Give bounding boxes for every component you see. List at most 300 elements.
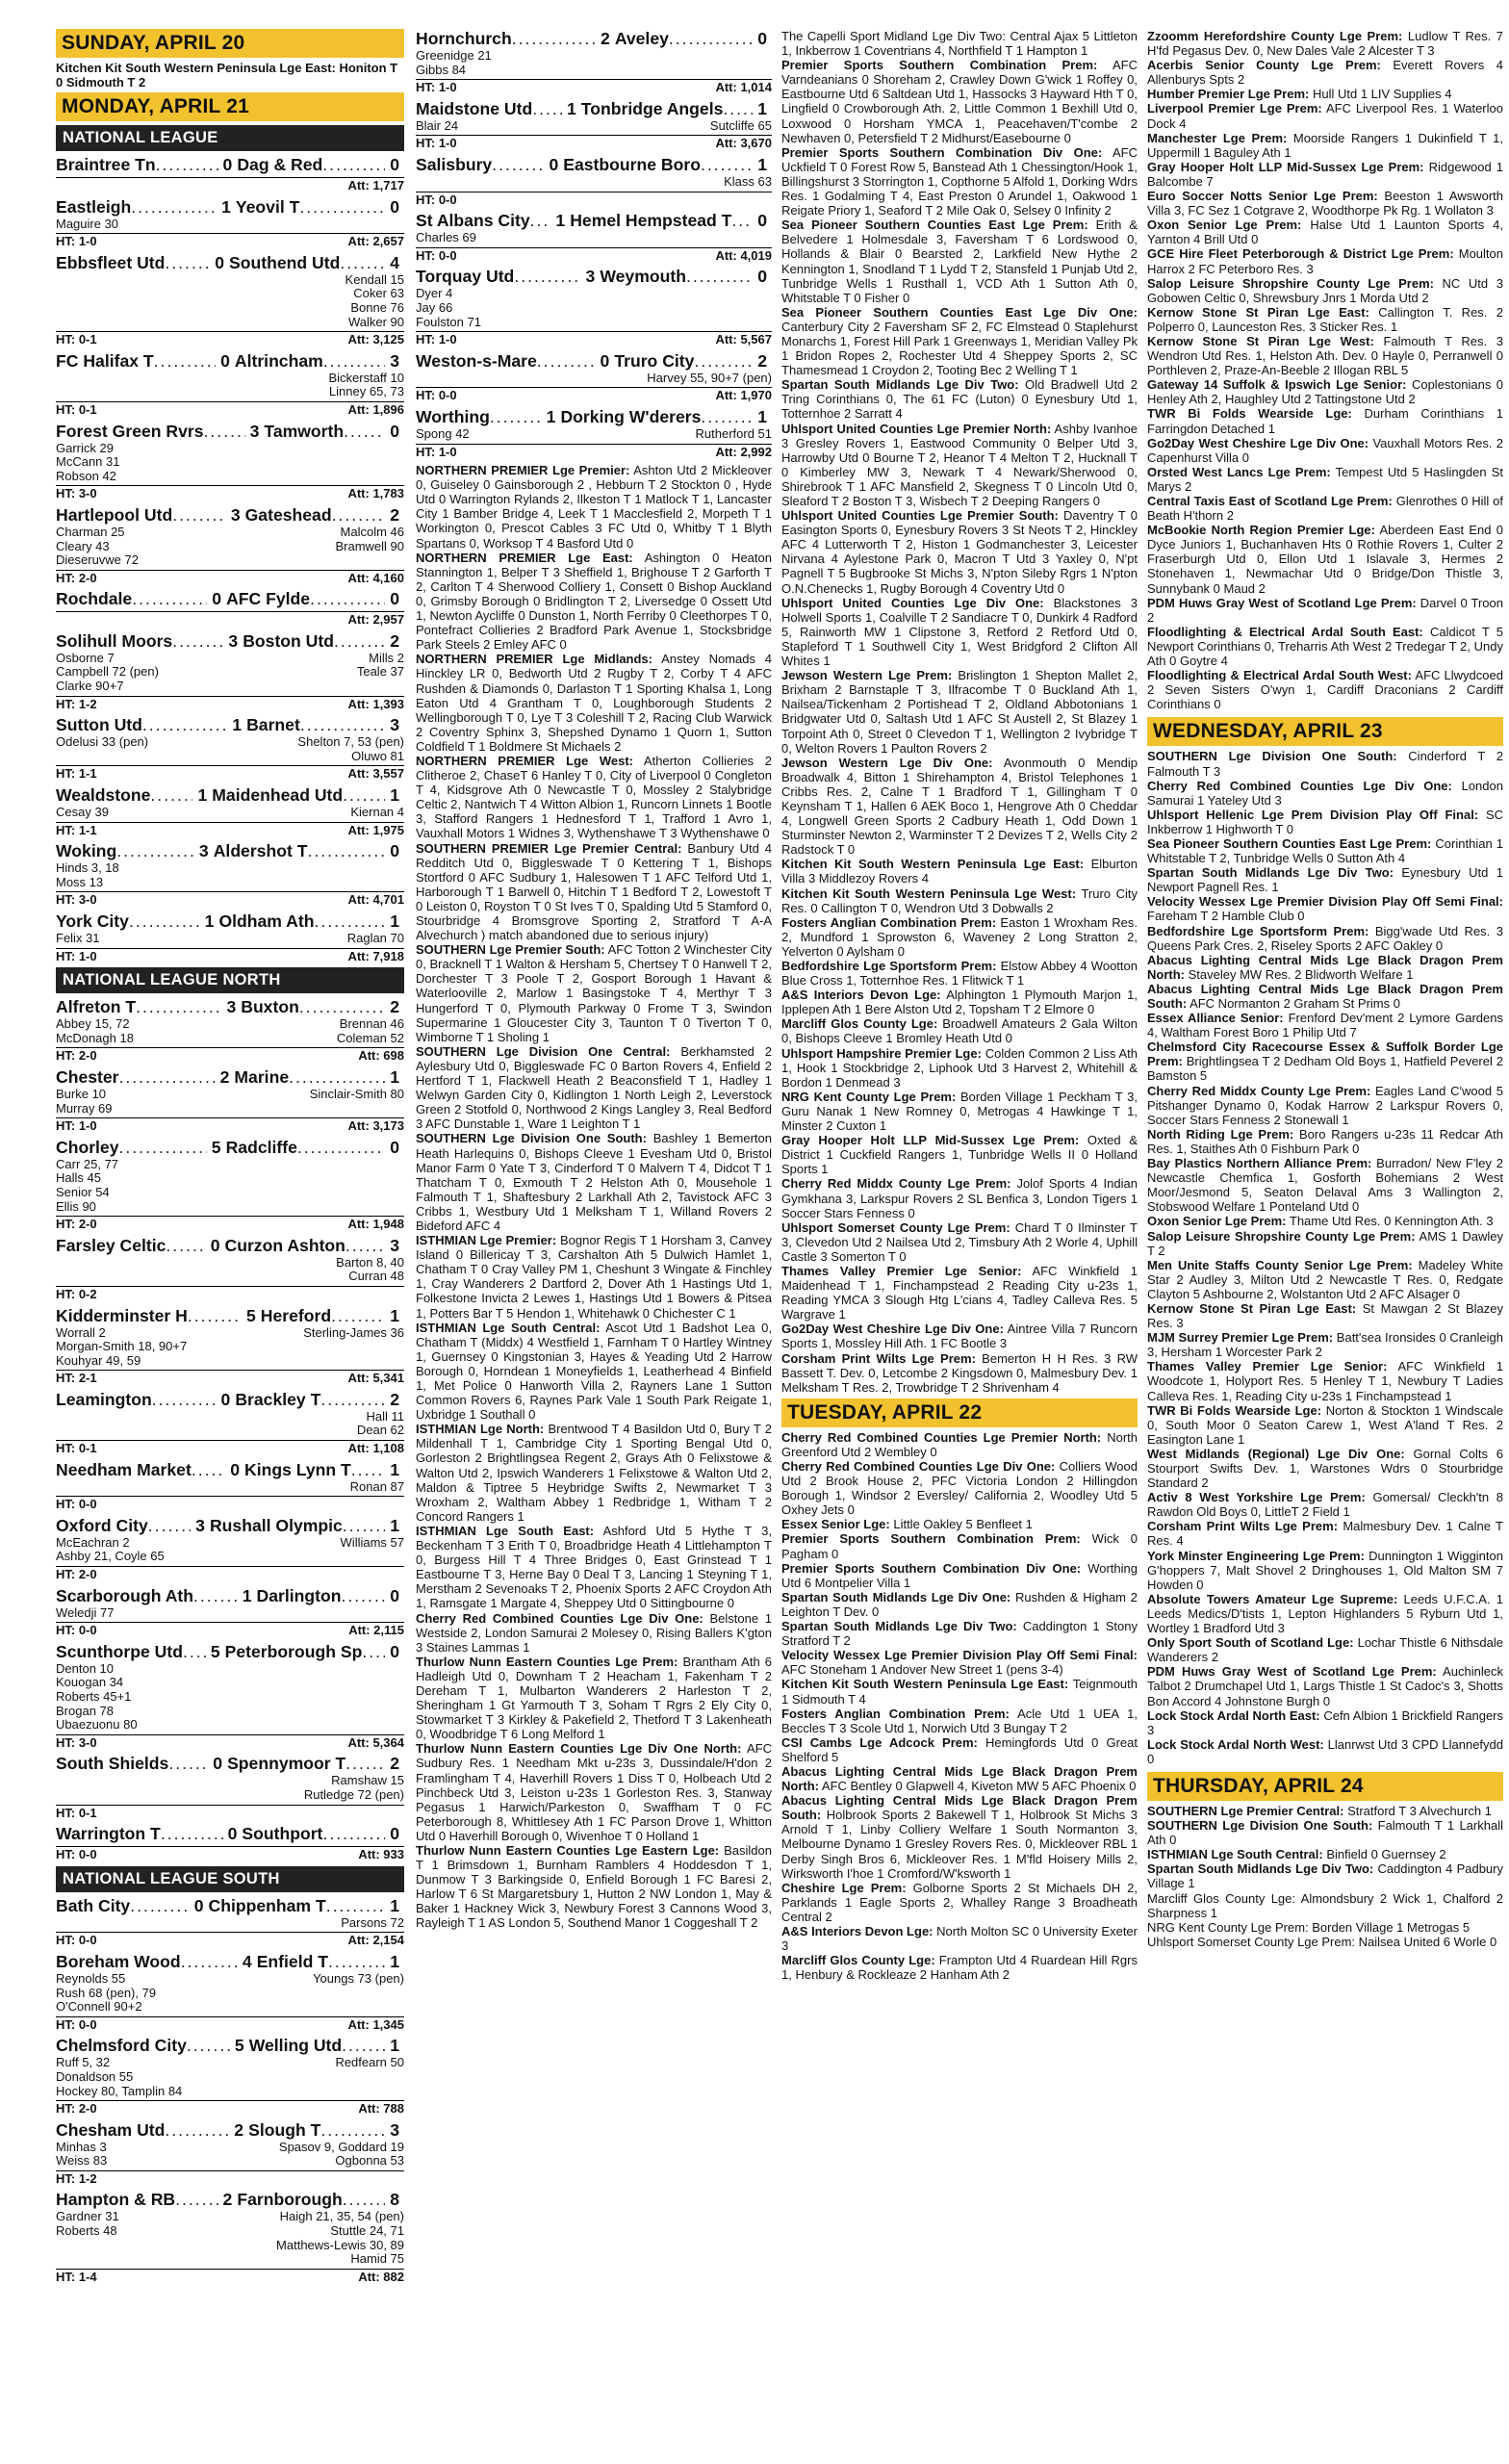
results-entry [781, 422, 1138, 509]
dot-leader [187, 2036, 230, 2056]
home-scorer: Ubaezuonu 80 [56, 1717, 138, 1732]
results-entry [781, 668, 1138, 756]
competition-name: Thames Valley Premier Lge Senior: [781, 1263, 1022, 1278]
results-text: Easton 1 Wroxham Res. 2, Mundford 1 Sprowston 6, Waveney 2 Long Stratton 2, Yelverton 0 Aylsham 0 [781, 914, 1138, 959]
competition-name: Marcliff Glos County Lge: [781, 1016, 938, 1032]
away-scorer: Sinclair-Smith 80 [309, 1086, 404, 1101]
competition-name: GCE Hire Fleet Peterborough & District Lge Prem: [1147, 246, 1454, 262]
away-team: Barnet [246, 715, 300, 735]
home-team: Woking [56, 841, 117, 861]
away-scorer: Rutledge 72 (pen) [303, 1786, 404, 1802]
match-block [56, 1236, 404, 1302]
results-entry [416, 1422, 772, 1524]
away-score: 2 [390, 997, 399, 1017]
results-entry [1147, 276, 1503, 305]
halftime-score: HT: 1-2 [56, 696, 97, 711]
halftime-attendance [56, 1440, 404, 1456]
dot-leader [204, 422, 245, 442]
home-team: Chesham Utd [56, 2119, 166, 2140]
competition-name: Bedfordshire Lge Sportsform Prem: [1147, 923, 1369, 938]
competition-name: NORTHERN PREMIER Lge Premier: [416, 463, 630, 478]
dot-leader [344, 422, 385, 442]
scorers-row [56, 287, 404, 301]
competition-name: Cherry Red Combined Counties Lge Div One: [416, 1610, 703, 1626]
competition-name: Fosters Anglian Combination Prem: [781, 914, 997, 930]
results-entry [1147, 1359, 1503, 1402]
results-entry [781, 1459, 1138, 1517]
attendance: Att: 5,364 [347, 1734, 404, 1750]
competition-name: A&S Interiors Devon Lge: [781, 988, 941, 1003]
sunday-result: Kitchen Kit South Western Peninsula Lge East: Honiton T 0 Sidmouth T 2 [56, 61, 398, 90]
match-block [56, 2190, 404, 2284]
scorers-row [56, 1340, 404, 1354]
competition-name: Euro Soccer Notts Senior Lge Prem: [1147, 189, 1378, 204]
competition-name: Fosters Anglian Combination Prem: [781, 1706, 1010, 1721]
tuesday-results-cont [1147, 29, 1503, 711]
results-text: Alphington 1 Plymouth Marjon 1, Ipplepen Ath 1 Bere Alston Utd 2, Topsham T 2 Elmore 0 [781, 988, 1138, 1017]
scorers-row [56, 735, 404, 750]
match-line [56, 1460, 404, 1480]
results-text: AFC Liverpool Res. 1 Waterloo Dock 4 [1147, 101, 1503, 131]
home-scorer: Ellis 90 [56, 1198, 96, 1214]
competition-name: Kitchen Kit South Western Peninsula Lge West: [781, 886, 1077, 901]
away-scorer: Brennan 46 [339, 1016, 404, 1032]
dot-leader [345, 1754, 385, 1774]
results-text: Cinderford T 2 Falmouth T 3 [1147, 749, 1503, 779]
match-line [56, 1138, 404, 1158]
competition-name: MJM Surrey Premier Lge Prem: [1147, 1330, 1334, 1346]
competition-name: Chelmsford City Racecourse Essex & Suffolk Border Lge Prem: [1147, 1040, 1503, 1069]
results-text: Cefn Albion 1 Brickfield Rangers 3 [1147, 1707, 1503, 1737]
match-line [56, 997, 404, 1017]
competition-name: Kitchen Kit South Western Peninsula Lge East: [781, 857, 1085, 872]
competition-name: SOUTHERN Lge Division One South: [1147, 749, 1397, 764]
home-score: 0 [222, 155, 233, 174]
results-text: AFC Winkfield 1 Maidenhead T 1, Finchampstead 2 Reading City u-23s 1, Reading YMCA 3 Slough Htg L'cians 4, Tadley Calleva Res. 5 Wargrave 1 [781, 1263, 1138, 1322]
results-text: Atherton Collieries 2 Clitheroe 2, ChaseT 6 Hanley T 0, City of Liverpool 0 Congleton T 4, Kidsgrove Ath 0 Newcastle T 0, Mossley 2 Stalybridge Celtic 2, Nantwich T 4 Witton Albion 1, Runcorn Linnets 1 Bootle 3, Stafford Rangers 1 Hednesford T 1, Trafford 1 Avro 1, Vauxhall Motors 1 Widnes 3, Wythenshawe T 3 Wythenshawe 0 [416, 753, 772, 841]
dot-leader [342, 2036, 385, 2056]
match-block [56, 785, 404, 837]
results-text: Corinthian 1 Whitstable T 2, Tunbridge Wells 0 Sutton Ath 4 [1147, 835, 1503, 866]
match-line [56, 2120, 404, 2141]
results-entry [1147, 1708, 1503, 1737]
scorers-row [56, 442, 404, 456]
match-block [56, 253, 404, 347]
results-text: Everett Rovers 4 Allenburys Spts 2 [1147, 58, 1503, 88]
non-league-results [416, 463, 772, 1930]
away-team: Peterborough Sp [224, 1641, 363, 1661]
away-team: Marine [234, 1066, 290, 1087]
match-block [56, 1642, 404, 1751]
results-entry [781, 857, 1138, 886]
home-team: Forest Green Rvrs [56, 421, 204, 441]
home-scorer: Minhas 3 [56, 2139, 107, 2154]
home-score: 3 [195, 1515, 205, 1535]
results-entry [1147, 1920, 1503, 1935]
column-1 [56, 29, 404, 2435]
halftime-score: HT: 1-1 [56, 822, 97, 837]
dot-leader [326, 1896, 385, 1916]
results-entry [1147, 808, 1503, 836]
match-block [416, 155, 772, 207]
halftime-score: HT: 2-0 [56, 570, 97, 585]
dot-leader [334, 631, 385, 652]
competition-name: Abacus Lighting Central Mids Lge Black Dragon Prem South: [781, 1793, 1138, 1823]
results-entry [781, 1090, 1138, 1133]
away-score: 3 [390, 715, 399, 735]
results-text: Darvel 0 Troon 2 [1147, 595, 1503, 625]
match-block [56, 1306, 404, 1386]
dot-leader [129, 911, 200, 932]
halftime-score: HT: 2-0 [56, 1567, 97, 1582]
scorers-row [56, 2000, 404, 2015]
scorers-row [56, 470, 404, 484]
attendance: Att: 1,014 [715, 80, 772, 95]
away-scorer: Linney 65, 73 [328, 384, 404, 399]
away-scorer: Ogbonna 53 [335, 2153, 404, 2169]
home-score: 0 [212, 589, 222, 609]
dot-leader [492, 155, 544, 175]
results-entry [781, 1677, 1138, 1706]
results-entry [781, 1016, 1138, 1045]
results-entry [781, 1619, 1138, 1648]
results-entry [1147, 1447, 1503, 1490]
results-text: AFC Varndeanians 0 Shoreham 2, Crawley Down G'wick 1 Roffey 0, Eastbourne Utd 6 Saltdean Utd 1, Hassocks 3 Hayward Hth T 0, Lingfield 0 Crowborough Ath. 2, Little Common 1 Bexhill Utd 0, Loxwood 0 Horsham YMCA 1, Peacehaven/T'combe 2 Newhaven 0, Petersfield T 2 Midhurst/Easebourne 0 [781, 58, 1138, 145]
results-entry [416, 1611, 772, 1655]
competition-name: CSI Cambs Lge Adcock Prem: [781, 1734, 978, 1750]
halftime-score: HT: 0-0 [56, 1623, 97, 1638]
competition-name: Only Sport South of Scotland Lge: [1147, 1635, 1354, 1651]
home-score: 5 [211, 1137, 221, 1157]
competition-name: Gray Hooper Holt LLP Mid-Sussex Lge Prem: [781, 1133, 1080, 1148]
away-team: Dorking W'derers [560, 406, 702, 426]
scorers-row [56, 1354, 404, 1369]
dot-leader [165, 253, 210, 273]
home-score: 3 [198, 841, 209, 861]
competition-name: Kernow Stone St Piran Lge East: [1147, 1300, 1357, 1316]
home-team: Wealdstone [56, 785, 151, 806]
halftime-score: HT: 1-2 [56, 2170, 97, 2186]
competition-name: NRG Kent County Lge Prem: [781, 1089, 957, 1104]
away-score: 1 [390, 1895, 399, 1915]
competition-name: SOUTHERN Lge Division One South: [416, 1131, 647, 1146]
away-scorer: Bramwell 90 [335, 538, 404, 553]
halftime-attendance [56, 1370, 404, 1386]
home-team: Solihull Moors [56, 630, 173, 651]
results-text: Aintree Villa 7 Runcorn Sports 1, Mossley Hill Ath. 1 FC Bootle 3 [781, 1322, 1138, 1351]
competition-name: Kernow Stone St Piran Lge West: [1147, 333, 1374, 348]
results-text: Golborne Sports 2 St Michaels DH 2, Parklands 1 Eagle Sports 2, Whalley Range 3 Broadheath Central 2 [781, 1880, 1138, 1924]
competition-name: York Minster Engineering Lge Prem: [1147, 1548, 1365, 1563]
results-text: Durham Corinthians 1 Farringdon Detached 1 [1147, 406, 1503, 436]
dot-leader [152, 1390, 217, 1410]
match-block [56, 1390, 404, 1456]
results-text: Belstone 1 Westside 2, London Samurai 2 Molesey 0, Rising Ballers K'gton 3 Staines Lammas 1 [416, 1610, 772, 1655]
results-entry [781, 218, 1138, 305]
competition-name: Oxon Senior Lge Prem: [1147, 218, 1302, 233]
away-score: 0 [757, 211, 767, 231]
dot-leader [512, 29, 596, 49]
halftime-score: HT: 1-0 [56, 948, 97, 963]
results-text: Marcliff Glos County Lge: Almondsbury 2 Wick 1, Chalford 2 Sharpness 1 [1147, 1890, 1503, 1920]
dot-leader [297, 1138, 385, 1158]
scorers-row [56, 2141, 404, 2155]
results-text: Glenrothes 0 Hill of Beath H'thorn 2 [1147, 494, 1503, 524]
scorers-row [56, 1102, 404, 1116]
home-team: Chorley [56, 1137, 119, 1157]
results-text: Daventry T 0 Easington Sports 0, Eynesbury Rovers 3 St Neots T 2, Hinckley AFC 4 Lutterworth T 2, Histon 1 Godmanchester 3, Leicester Nirvana 4 Aylestone Park 0, Macron T Utd 3 Yaxley 0, N'pt Pagnell T 5 Bugbrooke St Michs 3, N'pton Sileby Rgrs 1 N'pton O.N.Chenecks 1, Rugby Borough 4 Coventry Utd 0 [781, 508, 1138, 596]
home-team: Maidstone Utd [416, 98, 533, 118]
results-text: Blackstones 3 Holwell Sports 1, Coalville T 2 Sandiacre T 0, Dunkirk 4 Radford 5, Rainworth MW 1 Clipstone 3, Retford 2 Retford Utd 0, Stapleford T 1 Southwell City 1, West Bridgford 2 Clifton All Whites 1 [781, 595, 1138, 669]
results-text: Ashton Utd 2 Mickleover 0, Guiseley 0 Gainsborough 2 , Hebburn T 2 Stockton 0 , Hyde Utd 0 Warrington Rylands 2, Ilkeston T 1 Matlock T 1, Lancaster City 1 Bamber Bridge 4, Leek T 1 Macclesfield 2, Morpeth T 1 Workington 0, Prescot Cables 3 FC Utd 0, Whitby T 1 Blyth Spartans 0, Worksop T 4 Basford Utd 0 [416, 463, 772, 551]
match-block [56, 505, 404, 585]
results-entry [1147, 894, 1503, 923]
competition-name: PDM Huws Gray West of Scotland Lge Prem: [1147, 1664, 1437, 1680]
home-score: 0 [213, 1754, 223, 1774]
home-team: Bath City [56, 1895, 131, 1915]
competition-name: Gray Hooper Holt LLP Mid-Sussex Lge Prem: [1147, 159, 1424, 174]
scorers-row [416, 287, 772, 301]
dot-leader [701, 407, 753, 427]
scorers-row [56, 1017, 404, 1032]
away-scorer: Kiernan 4 [350, 805, 404, 820]
home-scorer: McEachran 2 [56, 1534, 130, 1550]
scorers-row [56, 316, 404, 330]
home-score: 5 [210, 1641, 220, 1661]
competition-name: NORTHERN PREMIER Lge West: [416, 753, 634, 768]
results-entry [781, 58, 1138, 145]
home-scorer: Maguire 30 [56, 216, 119, 231]
results-entry [781, 1648, 1138, 1677]
away-team: Curzon Ashton [224, 1235, 345, 1255]
results-text: Old Bradwell Utd 2 Tring Corinthians 0, The 61 FC (Luton) 0 Eynesbury Utd 1, Totternhoe 2 Sarratt 4 [781, 377, 1138, 422]
results-text: Auchinleck Talbot 2 Drumchapel Utd 1, Largs Thistle 1 St Cadoc's 3, Shotts Bon Accord 4 Johnstone Burgh 0 [1147, 1664, 1503, 1708]
attendance: Att: 3,557 [347, 766, 404, 782]
match-block [56, 1952, 404, 2032]
scorers-row [56, 932, 404, 946]
match-block [56, 1067, 404, 1134]
home-scorer: Jay 66 [416, 299, 453, 315]
results-entry [1147, 1330, 1503, 1359]
results-text: AFC Stoneham 1 Andover New Street 1 (pens 3-4) [781, 1662, 1063, 1678]
competition-name: Absolute Towers Amateur Lge Supreme: [1147, 1591, 1398, 1606]
home-scorer: Morgan-Smith 18, 90+7 [56, 1339, 188, 1354]
away-team: Maidenhead Utd [212, 785, 344, 806]
results-text: Hemingfords Utd 0 Great Shelford 5 [781, 1734, 1138, 1764]
away-score: 0 [390, 196, 399, 217]
away-scorer: Ronan 87 [349, 1478, 404, 1494]
results-entry [1147, 494, 1503, 523]
away-team: Eastbourne Boro [563, 154, 701, 174]
home-score: 3 [226, 997, 237, 1017]
results-entry [781, 1220, 1138, 1264]
attendance: Att: 698 [358, 1048, 404, 1064]
home-score: 1 [204, 911, 215, 931]
away-score: 0 [390, 155, 399, 174]
competition-name: Uhlsport Hampshire Premier Lge: [781, 1045, 982, 1061]
home-scorer: Rush 68 (pen), 79 [56, 1985, 157, 2000]
match-block [56, 841, 404, 908]
results-text: Hull Utd 1 LIV Supplies 4 [1312, 87, 1452, 102]
away-score: 0 [390, 589, 399, 609]
home-scorer: Reynolds 55 [56, 1970, 126, 1986]
dot-leader [136, 997, 221, 1017]
home-scorer: Osborne 7 [56, 650, 115, 665]
attendance: Att: 2,957 [347, 612, 404, 628]
halftime-attendance [56, 485, 404, 501]
results-entry [1147, 1635, 1503, 1664]
competition-name: SOUTHERN Lge Premier Central: [1147, 1803, 1344, 1818]
results-text: Anstey Nomads 4 Hinckley LR 0, Bedworth Utd 2 Rugby T 2, Corby T 4 AFC Rushden & Diamonds 0, Darlaston T 1 Sporting Khalsa 1, Long Eaton Utd 4 Grantham T 0, Loughborough Students 2 Wellingborough T 0, Lye T 3 Coleshill T 2, Racing Club Warwick 2 Coventry Sphinx 3, Shepshed Dynamo 1 Quorn 1, Sutton Coldfield T 1 Boldmere St Michaels 2 [416, 652, 772, 754]
dot-leader [343, 2190, 385, 2210]
home-team: Alfreton T [56, 997, 137, 1017]
scorers-row [56, 553, 404, 568]
home-scorer: Moss 13 [56, 874, 104, 889]
results-text: Elstow Abbey 4 Wootton Blue Cross 1, Totternhoe Res. 1 Flitwick T 1 [781, 959, 1138, 988]
halftime-score: HT: 0-1 [56, 1805, 97, 1820]
match-line [56, 2190, 404, 2210]
results-entry [416, 652, 772, 754]
home-scorer: Hinds 3, 18 [56, 860, 119, 876]
dot-leader [148, 1516, 191, 1536]
away-team: Chippenham T [208, 1895, 326, 1915]
scorers-row [56, 750, 404, 764]
results-entry [1147, 523, 1503, 595]
results-text: Ashby Ivanhoe 3 Gresley Rovers 1, Eastwood Community 0 Belper Utd 3, Harrowby Utd 0 Bourne T 2, Heanor T 4 Melton T 2, Hucknall T 0 Kimberley MW 3, Newark T 4 Newark/Sherwood 0, Shirebrook T 1 AFC Mansfield 2, Skegness T 0 Lincoln Utd 0, Sleaford T 2 Boston T 3, Wisbech T 2 Deeping Rangers 0 [781, 421, 1138, 508]
dot-leader [322, 155, 385, 175]
results-entry [1147, 1804, 1503, 1818]
scorers-row [56, 1256, 404, 1270]
competition-name: Abacus Lighting Central Mids Lge Black Dragon Prem North: [1147, 952, 1503, 982]
results-entry [1147, 189, 1503, 218]
scorers-row [56, 680, 404, 694]
home-team: Chelmsford City [56, 2036, 187, 2056]
home-scorer: Charles 69 [416, 230, 476, 245]
away-team: Oldham Ath [218, 911, 315, 931]
results-text: Truro City Res. 0 Callington T 0, Wendron Utd 3 Dobwalls 2 [781, 886, 1138, 915]
away-team: Weymouth [600, 267, 686, 287]
away-scorer: Parsons 72 [341, 1914, 404, 1930]
away-team: Radcliffe [225, 1137, 297, 1157]
non-league-results-cont [781, 29, 1138, 1395]
results-entry [1147, 1258, 1503, 1301]
results-text: Beeston 1 Awsworth Villa 3, FC Sez 1 Cotgrave 2, Woodthorpe Pk Rg. 1 Wollaton 3 [1147, 189, 1503, 218]
results-entry [1147, 406, 1503, 435]
competition-name: Salop Leisure Shropshire County Lge Prem: [1147, 1228, 1416, 1244]
results-entry [781, 1764, 1138, 1793]
wednesday-results [1147, 749, 1503, 1766]
results-entry [781, 1430, 1138, 1459]
halftime-attendance [56, 233, 404, 249]
dot-leader [154, 351, 216, 372]
results-entry [1147, 982, 1503, 1011]
match-line [56, 505, 404, 526]
scorers-row [56, 1088, 404, 1102]
dot-leader [192, 1460, 225, 1480]
competition-name: Humber Premier Lge Prem: [1147, 87, 1310, 102]
home-scorer: Felix 31 [56, 931, 100, 945]
home-scorer: Carr 25, 77 [56, 1156, 119, 1171]
match-block [416, 99, 772, 151]
attendance: Att: 1,970 [715, 388, 772, 403]
scorers-row [416, 301, 772, 316]
away-team: AFC Fylde [226, 589, 311, 609]
results-text: Ashford Utd 5 Hythe T 3, Beckenham T 3 Erith T 0, Broadbridge Heath 4 Littlehampton T 0, Burgess Hill T 4 Three Bridges 0, East Grinstead T 1 Eastbourne T 3, Herne Bay 0 Deal T 3, Lancing 1 Steyning T 1, Merstham 2 Sevenoaks T 2, Phoenix Sports 2 AFC Croydon Ath 1, Ramsgate 1 Margate 4, Sheppey Utd 0 Sittingbourne 0 [416, 1523, 772, 1611]
scorers-row [56, 1550, 404, 1564]
competition-name: Orsted West Lancs Lge Prem: [1147, 464, 1331, 479]
home-team: Warrington T [56, 1824, 161, 1844]
scorers-row [56, 1662, 404, 1677]
away-score: 3 [390, 2119, 399, 2140]
competition-name: PDM Huws Gray West of Scotland Lge Prem: [1147, 595, 1417, 610]
away-team: Farnborough [237, 2190, 343, 2210]
scorers-row [56, 372, 404, 386]
scorers-row [56, 301, 404, 316]
away-score: 1 [390, 2036, 399, 2056]
competition-name: Marcliff Glos County Lge: [781, 1953, 935, 1968]
home-team: Leamington [56, 1389, 152, 1409]
competition-name: NORTHERN PREMIER Lge East: [416, 550, 633, 565]
national-league-south-matches-cont [416, 29, 772, 459]
away-scorer: Dean 62 [356, 1423, 404, 1438]
competition-name: ISTHMIAN Lge South Central: [416, 1320, 601, 1335]
results-entry [416, 1524, 772, 1611]
scorers-row [56, 861, 404, 876]
scorers-row [56, 2056, 404, 2070]
home-score: 2 [601, 29, 610, 48]
match-line [56, 351, 404, 372]
results-entry [1147, 625, 1503, 668]
dot-leader [188, 1306, 242, 1326]
results-entry [781, 886, 1138, 915]
match-block [56, 911, 404, 963]
dot-leader [320, 2120, 385, 2141]
dot-leader [130, 1896, 189, 1916]
results-text: Worthing Utd 6 Montpelier Villa 1 [781, 1560, 1138, 1590]
scorers-row [56, 1270, 404, 1284]
results-entry [1147, 218, 1503, 246]
home-scorer: Worrall 2 [56, 1324, 106, 1340]
results-text: Batt'sea Ironsides 0 Cranleigh 3, Hersham 1 Worcester Park 2 [1147, 1330, 1503, 1360]
attendance: Att: 1,108 [347, 1441, 404, 1456]
away-team: Spennymoor T [227, 1754, 346, 1774]
away-team: Slough T [248, 2119, 321, 2140]
home-score: 1 [197, 785, 208, 806]
away-score: 0 [390, 421, 399, 441]
results-text: Gornal Colts 6 Stourport Swifts Dev. 1, Warstones Wdrs 0 Stourbridge Standard 2 [1147, 1446, 1503, 1491]
away-scorer: Stuttle 24, 71 [330, 2223, 404, 2239]
results-entry [1147, 1156, 1503, 1214]
away-scorer: Hamid 75 [350, 2251, 404, 2267]
competition-name: Thurlow Nunn Eastern Counties Lge Prem: [416, 1654, 678, 1669]
attendance: Att: 4,701 [347, 892, 404, 908]
match-line [56, 1067, 404, 1088]
match-block [56, 2120, 404, 2187]
halftime-score: HT: 0-0 [56, 1933, 97, 1948]
match-line [56, 631, 404, 652]
halftime-score: HT: 0-0 [416, 388, 457, 403]
halftime-attendance [56, 1117, 404, 1134]
results-text: AFC Sudbury Res. 1 Needham Mkt u-23s 3, Dussindale/H'don 2 Framlingham T 4, Haverhill Rovers 1 Diss T 0, Holbeach Utd 2 Pinchbeck Utd 3, Leiston u-23s 1 Gorleston Res. 3, Stanway Pegasus 1 Harwich/Parkeston 0, Swaffham T 0 FC Peterborough 8, Whittlesey Ath 1 FC Parson Drove 1, Whitton Utd 0 Haverhill Borough 0, Wivenhoe T 0 Holland 1 [416, 1741, 772, 1843]
away-scorer: Malcolm 46 [340, 524, 404, 539]
results-text: Frenford Dev'ment 2 Lymore Gardens 4, Waltham Forest Boro 1 Philip Utd 7 [1147, 1011, 1503, 1040]
competition-name: Oxon Senior Lge Prem: [1147, 1214, 1287, 1229]
dot-leader [723, 99, 753, 119]
column-2 [416, 29, 772, 2435]
attendance: Att: 5,341 [347, 1371, 404, 1386]
competition-name: Sea Pioneer Southern Counties East Lge Prem: [781, 218, 1088, 233]
results-text: Borden Village 1 Peckham T 3, Guru Nanak 1 New Romney 0, Metrogas 4 Hawkinge T 1, Minster 2 Cuxton 1 [781, 1089, 1138, 1134]
